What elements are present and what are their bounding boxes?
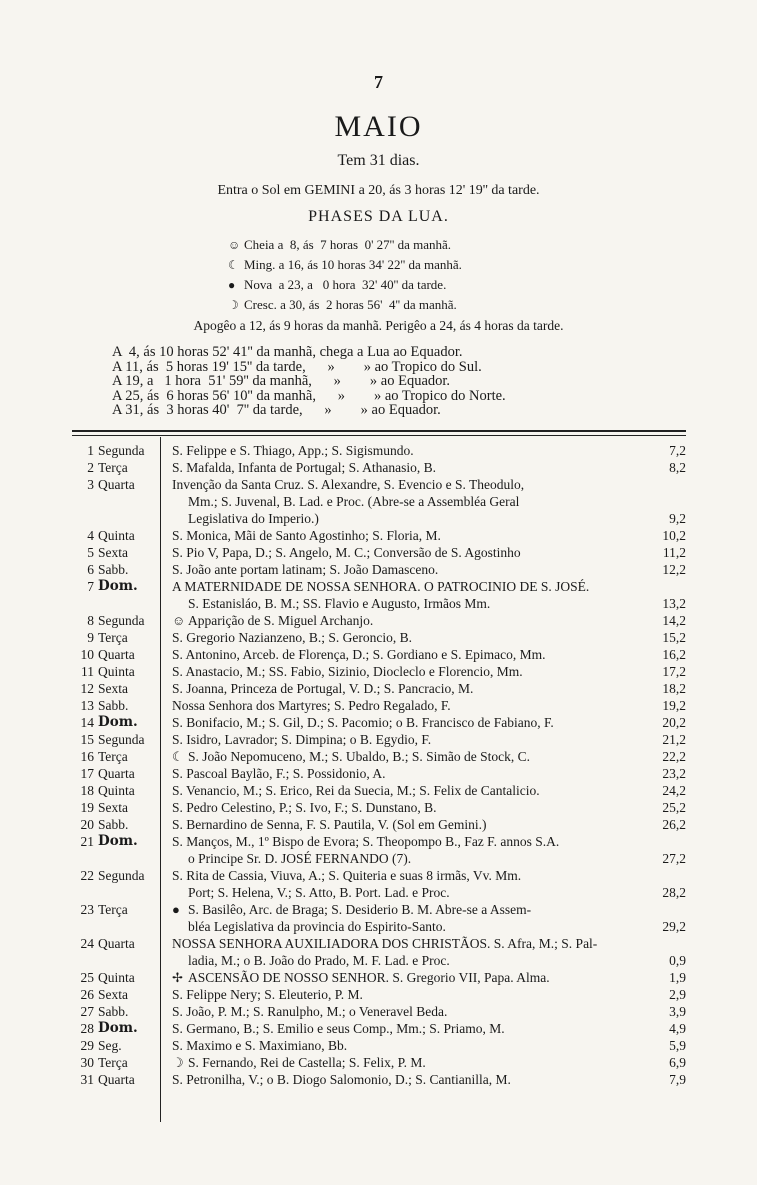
weekday: Segunda	[98, 613, 145, 628]
epact-number: 17,2	[662, 664, 686, 679]
epact-number: 7,9	[669, 1072, 686, 1087]
weekday: Seg.	[98, 1038, 122, 1053]
table-row	[72, 663, 686, 680]
divider	[72, 435, 686, 436]
day-number: 17	[80, 766, 94, 781]
saints-line	[172, 765, 646, 782]
day-number: 13	[80, 698, 94, 713]
day-number: 26	[80, 987, 94, 1002]
saints-entry	[166, 901, 646, 935]
saints-line	[172, 1037, 646, 1054]
day-number: 23	[80, 902, 94, 917]
phase-text: Cresc. a 30, ás 2 horas 56' 4'' da manhã.	[244, 297, 457, 312]
saints-text: S. Pascoal Baylão, F.; S. Possidonio, A.	[172, 766, 386, 781]
saints-line	[172, 782, 646, 799]
saints-line	[172, 1054, 646, 1071]
saints-text: S. João ante portam latinam; S. João Damasceno.	[172, 562, 439, 577]
weekday: Quarta	[98, 766, 135, 781]
saints-entry	[166, 748, 646, 765]
epact-number: 29,2	[662, 919, 686, 934]
saints-line	[172, 816, 646, 833]
equator-row: A 4, ás 10 horas 52' 41'' da manhã, chega a Lua ao Equador.	[112, 344, 463, 360]
day-number: 22	[80, 868, 94, 883]
weekday: Quinta	[98, 783, 135, 798]
apogee-perigee: Apogêo a 12, ás 9 horas da manhã. Perigêo a 24, ás 4 horas da tarde.	[193, 318, 564, 333]
saints-text: Apparição de S. Miguel Archanjo.	[188, 613, 374, 628]
saints-entry	[166, 765, 646, 782]
saints-line	[172, 578, 646, 595]
saints-entry	[166, 527, 646, 544]
weekday: Sexta	[98, 800, 128, 815]
saints-text: A MATERNIDADE DE NOSSA SENHORA. O PATROCINIO DE S. JOSÉ.	[172, 579, 590, 594]
saints-text: S. Manços, M., 1º Bispo de Evora; S. Theopompo B., Faz F. annos S.A.	[172, 834, 560, 849]
moon-phase-icon: ●	[172, 902, 180, 917]
table-row	[72, 544, 686, 561]
saints-entry	[166, 986, 646, 1003]
saints-entry	[166, 663, 646, 680]
day-number: 9	[87, 630, 94, 645]
saints-entry	[166, 646, 646, 663]
weekday: Terça	[98, 630, 128, 645]
day-number: 15	[80, 732, 94, 747]
moon-phase-icon: ✢	[172, 970, 183, 985]
epact-number: 14,2	[662, 613, 686, 628]
saints-text: S. Pio V, Papa, D.; S. Angelo, M. C.; Conversão de S. Agostinho	[172, 545, 521, 560]
saints-line	[172, 1020, 646, 1037]
saints-entry	[166, 731, 646, 748]
day-number: 5	[87, 545, 94, 560]
saints-line	[172, 1003, 646, 1020]
table-row	[72, 476, 686, 527]
table-row	[72, 714, 686, 731]
saints-line	[172, 476, 646, 493]
day-number: 20	[80, 817, 94, 832]
saints-text: NOSSA SENHORA AUXILIADORA DOS CHRISTÃOS. S. Afra, M.; S. Pal-	[172, 936, 598, 951]
day-number: 2	[87, 460, 94, 475]
weekday: Dom.	[98, 714, 138, 730]
table-row	[72, 833, 686, 867]
epact-number: 11,2	[662, 545, 686, 560]
saints-text: S. João, P. M.; S. Ranulpho, M.; o Veneravel Beda.	[172, 1004, 448, 1019]
saints-entry	[166, 816, 646, 833]
table-row	[72, 1037, 686, 1054]
epact-number: 28,2	[662, 885, 686, 900]
saints-line	[172, 935, 646, 952]
weekday: Quarta	[98, 477, 135, 492]
epact-number: 16,2	[662, 647, 686, 662]
day-number: 29	[80, 1038, 94, 1053]
epact-number: 27,2	[662, 851, 686, 866]
day-number: 11	[81, 664, 94, 679]
table-row	[72, 986, 686, 1003]
saints-text: S. Gregorio Nazianzeno, B.; S. Geroncio, B.	[172, 630, 412, 645]
table-row	[72, 578, 686, 612]
divider	[72, 430, 686, 432]
epact-number: 0,9	[669, 953, 686, 968]
weekday: Segunda	[98, 868, 145, 883]
saints-text: S. Rita de Cassia, Viuva, A.; S. Quiteria e suas 8 irmãs, Vv. Mm.	[172, 868, 522, 883]
weekday: Dom.	[98, 833, 138, 849]
saints-entry	[166, 1071, 646, 1088]
saints-text: S. Pedro Celestino, P.; S. Ivo, F.; S. Dunstano, B.	[172, 800, 437, 815]
epact-number: 2,9	[669, 987, 686, 1002]
saints-text: S. Fernando, Rei de Castella; S. Felix, P. M.	[188, 1055, 426, 1070]
saints-text: ASCENSÃO DE NOSSO SENHOR. S. Gregorio VII, Papa. Alma.	[188, 970, 550, 985]
weekday: Terça	[98, 460, 128, 475]
table-row	[72, 799, 686, 816]
table-row	[72, 1003, 686, 1020]
month-title: MAIO	[334, 110, 423, 143]
table-row	[72, 1020, 686, 1037]
saints-line	[172, 969, 646, 986]
saints-entry	[166, 1003, 646, 1020]
day-number: 18	[80, 783, 94, 798]
saints-entry	[166, 442, 646, 459]
epact-number: 12,2	[662, 562, 686, 577]
day-number: 8	[87, 613, 94, 628]
table-row	[72, 1071, 686, 1088]
saints-line	[172, 646, 646, 663]
saints-entry	[166, 935, 646, 969]
saints-entry	[166, 629, 646, 646]
saints-text: S. Venancio, M.; S. Erico, Rei da Suecia, M.; S. Felix de Cantalicio.	[172, 783, 540, 798]
day-number: 24	[80, 936, 94, 951]
epact-number: 3,9	[669, 1004, 686, 1019]
moon-phases	[228, 235, 462, 315]
weekday: Quinta	[98, 970, 135, 985]
days-count: Tem 31 dias.	[337, 152, 420, 169]
table-row	[72, 782, 686, 799]
saints-line	[172, 867, 646, 884]
epact-number: 6,9	[669, 1055, 686, 1070]
epact-number: 24,2	[662, 783, 686, 798]
saints-text: S. Joanna, Princeza de Portugal, V. D.; S. Pancracio, M.	[172, 681, 474, 696]
saints-entry	[166, 561, 646, 578]
phase-row	[228, 235, 462, 255]
equator-row: A 25, ás 6 horas 56' 10'' da manhã, » » ao Tropico do Norte.	[112, 387, 506, 404]
day-number: 21	[80, 834, 94, 849]
epact-number: 10,2	[662, 528, 686, 543]
saints-entry	[166, 1054, 646, 1071]
saints-line	[172, 493, 646, 510]
saints-text: S. Bernardino de Senna, F. S. Pautila, V. (Sol em Gemini.)	[172, 817, 487, 832]
saints-text: S. Anastacio, M.; SS. Fabio, Sizinio, Diocleclo e Florencio, Mm.	[172, 664, 523, 679]
moon-phase-icon: ☾	[228, 258, 239, 272]
saints-line	[172, 697, 646, 714]
saints-line	[172, 442, 646, 459]
saints-line	[172, 748, 646, 765]
saints-line	[172, 918, 646, 935]
table-row	[72, 612, 686, 629]
saints-text: S. João Nepomuceno, M.; S. Ubaldo, B.; S. Simão de Stock, C.	[188, 749, 530, 764]
epact-number: 13,2	[662, 596, 686, 611]
saints-text: S. Maximo e S. Maximiano, Bb.	[172, 1038, 348, 1053]
saints-text: S. Bonifacio, M.; S. Gil, D.; S. Pacomio; o B. Francisco de Fabiano, F.	[172, 715, 554, 730]
weekday: Dom.	[98, 1020, 138, 1036]
saints-line	[172, 663, 646, 680]
saints-entry	[166, 799, 646, 816]
phase-row	[228, 275, 462, 295]
saints-line	[172, 544, 646, 561]
day-number: 7	[87, 579, 94, 594]
phase-row	[228, 295, 462, 315]
day-number: 3	[87, 477, 94, 492]
weekday: Sabb.	[98, 562, 129, 577]
day-number: 12	[80, 681, 94, 696]
saints-entry	[166, 680, 646, 697]
page-number: 7	[374, 72, 383, 92]
weekday: Sabb.	[98, 817, 129, 832]
table-row	[72, 527, 686, 544]
day-number: 28	[80, 1021, 94, 1036]
moon-phase-icon: ●	[228, 278, 236, 292]
moon-phase-icon: ☾	[172, 749, 184, 764]
saints-entry	[166, 544, 646, 561]
day-number: 1	[87, 443, 94, 458]
weekday: Segunda	[98, 443, 145, 458]
day-number: 27	[80, 1004, 94, 1019]
table-row	[72, 680, 686, 697]
saints-entry	[166, 867, 646, 901]
saints-line	[172, 459, 646, 476]
equator-crossings	[112, 345, 506, 418]
saints-entry	[166, 612, 646, 629]
saints-text: S. Basilêo, Arc. de Braga; S. Desiderio B. M. Abre-se a Assem-	[188, 902, 532, 917]
saints-text: o Principe Sr. D. JOSÉ FERNANDO (7).	[188, 851, 412, 866]
table-row	[72, 731, 686, 748]
epact-number: 8,2	[669, 460, 686, 475]
day-number: 16	[80, 749, 94, 764]
table-row	[72, 765, 686, 782]
saints-line	[172, 799, 646, 816]
saints-line	[172, 680, 646, 697]
saints-text: bléa Legislativa da provincia do Espirito-Santo.	[188, 919, 446, 934]
epact-number: 5,9	[669, 1038, 686, 1053]
weekday: Quarta	[98, 647, 135, 662]
saints-text: Legislativa do Imperio.)	[188, 511, 319, 526]
saints-text: S. Felippe e S. Thiago, App.; S. Sigismundo.	[172, 443, 414, 458]
epact-number: 23,2	[662, 766, 686, 781]
saints-line	[172, 884, 646, 901]
saints-line	[172, 527, 646, 544]
saints-text: ladia, M.; o B. João do Prado, M. F. Lad. e Proc.	[188, 953, 450, 968]
saints-line	[172, 629, 646, 646]
moon-phase-icon: ☺	[172, 613, 186, 628]
table-row	[72, 901, 686, 935]
saints-text: S. Monica, Mãi de Santo Agostinho; S. Floria, M.	[172, 528, 441, 543]
table-row	[72, 748, 686, 765]
epact-number: 18,2	[662, 681, 686, 696]
weekday: Terça	[98, 902, 128, 917]
saints-entry	[166, 578, 646, 612]
table-row	[72, 561, 686, 578]
epact-number: 25,2	[662, 800, 686, 815]
day-number: 6	[87, 562, 94, 577]
moon-phase-icon: ☽	[172, 1055, 184, 1070]
table-row	[72, 1054, 686, 1071]
saints-line	[172, 561, 646, 578]
weekday: Quarta	[98, 1072, 135, 1087]
day-number: 4	[87, 528, 94, 543]
saints-entry	[166, 1037, 646, 1054]
day-number: 10	[80, 647, 94, 662]
weekday: Quinta	[98, 664, 135, 679]
phase-text: Ming. a 16, ás 10 horas 34' 22'' da manhã.	[244, 257, 462, 272]
saints-line	[172, 952, 646, 969]
table-row	[72, 969, 686, 986]
epact-number: 4,9	[669, 1021, 686, 1036]
table-row	[72, 816, 686, 833]
saints-line	[172, 901, 646, 918]
table-row	[72, 697, 686, 714]
saints-entry	[166, 1020, 646, 1037]
weekday: Sabb.	[98, 698, 129, 713]
saints-line	[172, 833, 646, 850]
sun-entry: Entra o Sol em GEMINI a 20, ás 3 horas 12' 19'' da tarde.	[217, 183, 540, 198]
saints-text: Port; S. Helena, V.; S. Atto, B. Port. Lad. e Proc.	[188, 885, 450, 900]
equator-row: A 19, a 1 hora 51' 59'' da manhã, » » ao Equador.	[112, 373, 451, 389]
saints-text: S. Estanisláo, B. M.; SS. Flavio e Augusto, Irmãos Mm.	[188, 596, 491, 611]
saints-line	[172, 612, 646, 629]
weekday: Sexta	[98, 681, 128, 696]
equator-row: A 11, ás 5 horas 19' 15'' da tarde, » » ao Tropico do Sul.	[112, 358, 482, 375]
saints-line	[172, 510, 646, 527]
weekday: Segunda	[98, 732, 145, 747]
weekday: Terça	[98, 1055, 128, 1070]
saints-text: S. Felippe Nery; S. Eleuterio, P. M.	[172, 987, 363, 1002]
day-number: 25	[80, 970, 94, 985]
saints-entry	[166, 782, 646, 799]
saints-text: S. Antonino, Arceb. de Florença, D.; S. Gordiano e S. Epimaco, Mm.	[172, 647, 546, 662]
weekday: Quarta	[98, 936, 135, 951]
saints-text: S. Petronilha, V.; o B. Diogo Salomonio, D.; S. Cantianilla, M.	[172, 1072, 511, 1087]
day-number: 19	[80, 800, 94, 815]
table-row	[72, 629, 686, 646]
phase-text: Cheia a 8, ás 7 horas 0' 27'' da manhã.	[244, 237, 452, 252]
day-number: 31	[80, 1072, 94, 1087]
weekday: Sexta	[98, 987, 128, 1002]
moon-phase-icon: ☽	[228, 298, 239, 312]
saints-text: S. Mafalda, Infanta de Portugal; S. Athanasio, B.	[172, 460, 436, 475]
day-number: 14	[80, 715, 94, 730]
saints-line	[172, 595, 646, 612]
epact-number: 1,9	[669, 970, 686, 985]
epact-number: 7,2	[669, 443, 686, 458]
moon-phase-icon: ☺	[228, 238, 241, 252]
weekday: Terça	[98, 749, 128, 764]
table-row	[72, 646, 686, 663]
epact-number: 21,2	[662, 732, 686, 747]
saints-entry	[166, 833, 646, 867]
saints-line	[172, 1071, 646, 1088]
weekday: Quinta	[98, 528, 135, 543]
equator-row: A 31, ás 3 horas 40' 7'' da tarde, » » ao Equador.	[112, 402, 441, 418]
saints-entry	[166, 697, 646, 714]
epact-number: 15,2	[662, 630, 686, 645]
table-row	[72, 867, 686, 901]
day-number: 30	[80, 1055, 94, 1070]
saints-line	[172, 986, 646, 1003]
saints-entry	[166, 969, 646, 986]
saints-line	[172, 731, 646, 748]
phase-text: Nova a 23, a 0 hora 32' 40'' da tarde.	[244, 277, 447, 292]
weekday: Sexta	[98, 545, 128, 560]
epact-number: 22,2	[662, 749, 686, 764]
saints-text: S. Isidro, Lavrador; S. Dimpina; o B. Egydio, F.	[172, 732, 432, 747]
table-row	[72, 442, 686, 459]
saints-entry	[166, 459, 646, 476]
table-row	[72, 459, 686, 476]
saints-entry	[166, 476, 646, 527]
saints-text: Invenção da Santa Cruz. S. Alexandre, S. Evencio e S. Theodulo,	[172, 477, 525, 492]
saints-text: S. Germano, B.; S. Emilio e seus Comp., Mm.; S. Priamo, M.	[172, 1021, 505, 1036]
phase-row	[228, 255, 462, 275]
saints-text: Mm.; S. Juvenal, B. Lad. e Proc. (Abre-se a Assembléa Geral	[188, 494, 520, 509]
calendar-table	[72, 442, 686, 1088]
phases-title: PHASES DA LUA.	[308, 208, 449, 225]
saints-text: Nossa Senhora dos Martyres; S. Pedro Regalado, F.	[172, 698, 451, 713]
weekday: Dom.	[98, 578, 138, 594]
saints-line	[172, 850, 646, 867]
saints-entry	[166, 714, 646, 731]
weekday: Sabb.	[98, 1004, 129, 1019]
epact-number: 19,2	[662, 698, 686, 713]
epact-number: 20,2	[662, 715, 686, 730]
epact-number: 9,2	[669, 511, 686, 526]
saints-line	[172, 714, 646, 731]
table-row	[72, 935, 686, 969]
epact-number: 26,2	[662, 817, 686, 832]
